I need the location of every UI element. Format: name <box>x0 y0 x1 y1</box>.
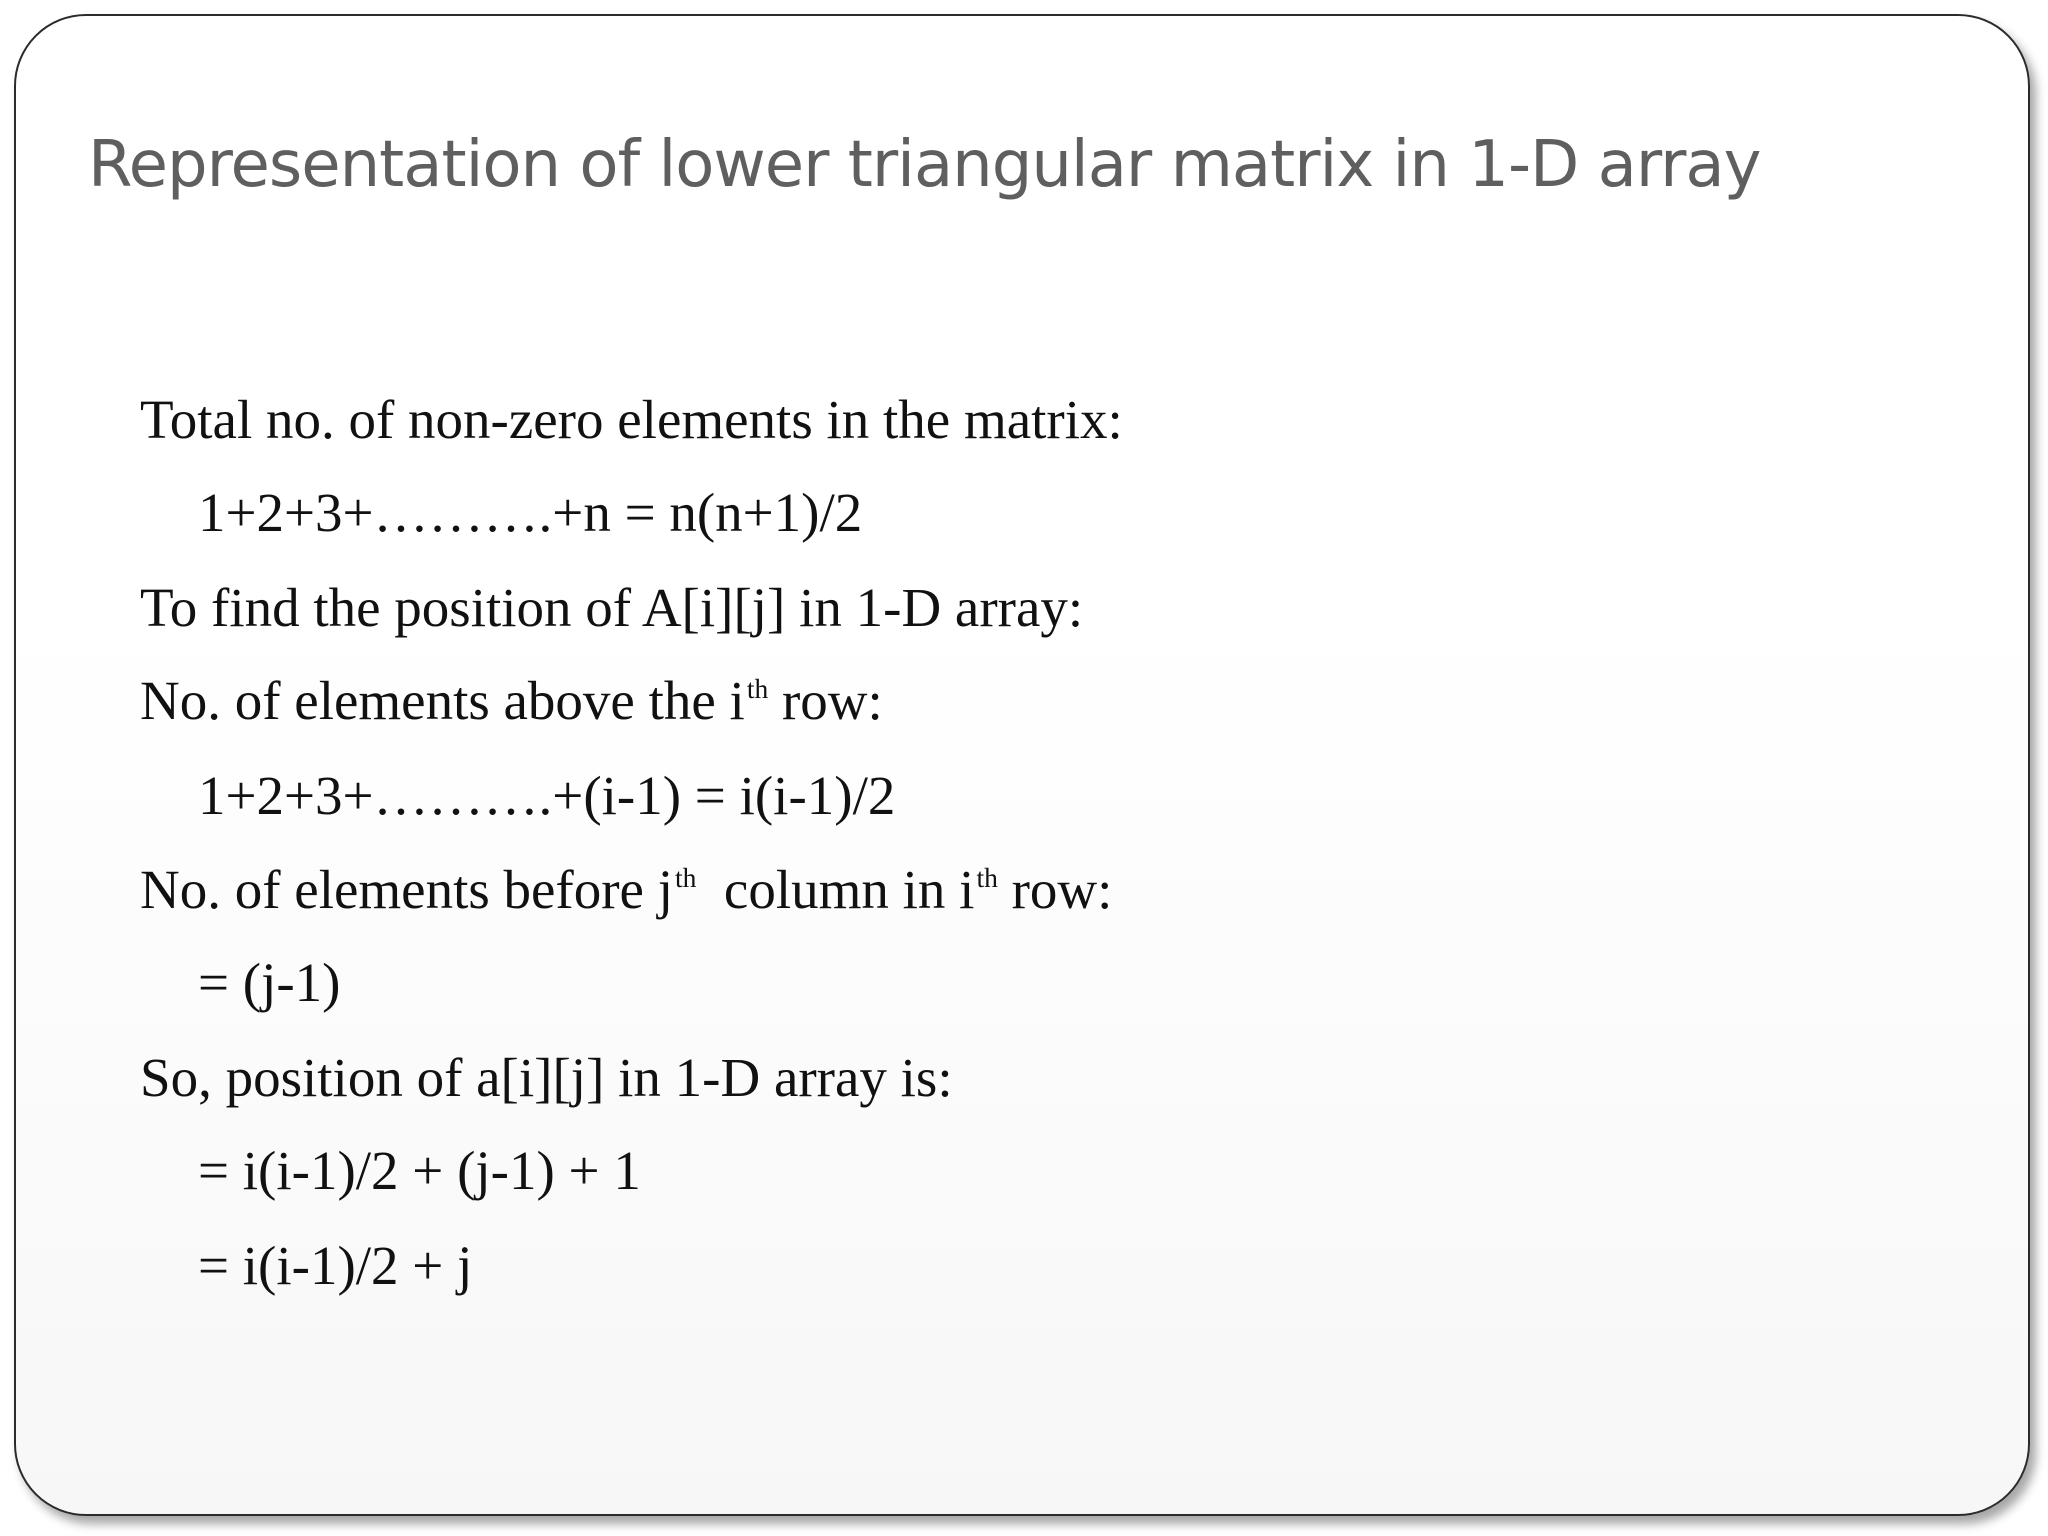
total-elements-formula: 1+2+3+……….+n = n(n+1)/2 <box>198 482 863 543</box>
elements-before-formula: = (j-1) <box>198 952 341 1013</box>
elements-before-suffix: row: <box>997 859 1113 920</box>
elements-above-formula: 1+2+3+……….+(i-1) = i(i-1)/2 <box>198 765 896 826</box>
elements-before-sup-i: th <box>976 861 998 893</box>
position-formula-1: = i(i-1)/2 + (j-1) + 1 <box>198 1140 641 1201</box>
position-label: So, position of a[i][j] in 1-D array is: <box>140 1047 953 1108</box>
elements-before-prefix: No. of elements before j <box>140 859 674 920</box>
elements-before-sup-j: th <box>675 861 697 893</box>
find-position-label: To find the position of A[i][j] in 1-D array: <box>140 577 1084 638</box>
elements-above-prefix: No. of elements above the i <box>140 670 745 731</box>
elements-before-label <box>140 859 1113 920</box>
position-formula-2: = i(i-1)/2 + j <box>198 1235 473 1296</box>
elements-above-suffix: row: <box>768 670 883 731</box>
elements-above-label <box>140 670 883 731</box>
elements-above-sup: th <box>746 672 769 704</box>
total-elements-label: Total no. of non-zero elements in the matrix: <box>140 389 1123 450</box>
slide-title: Representation of lower triangular matrix in 1-D array <box>88 128 1761 202</box>
elements-before-mid: column in i <box>696 859 975 920</box>
